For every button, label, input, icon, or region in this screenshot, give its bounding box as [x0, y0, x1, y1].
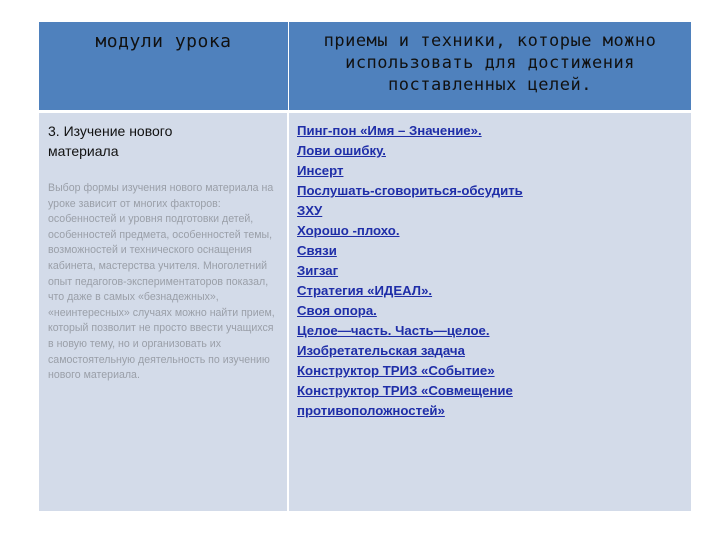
module-cell: [39, 110, 289, 511]
technique-link-good-bad[interactable]: Хорошо -плохо.: [297, 223, 400, 238]
technique-link-triz-opposites[interactable]: Конструктор ТРИЗ «Совмещение противоположностей»: [297, 383, 513, 418]
technique-link-own-support[interactable]: Своя опора.: [297, 303, 377, 318]
technique-link-invention-task[interactable]: Изобретательская задача: [297, 343, 465, 358]
lesson-modules-table: [39, 22, 691, 511]
technique-link-whole-part[interactable]: Целое—часть. Часть—целое.: [297, 323, 490, 338]
technique-link-insert[interactable]: Инсерт: [297, 163, 344, 178]
technique-link-listen-agree-discuss[interactable]: Послушать-сговориться-обсудить: [297, 183, 523, 198]
module-title: 3. Изучение нового материала: [48, 123, 173, 159]
header-modules-label: модули урока: [95, 31, 232, 52]
technique-link-catch-error[interactable]: Лови ошибку.: [297, 143, 386, 158]
technique-link-ping-pong[interactable]: Пинг-пон «Имя – Значение».: [297, 123, 482, 138]
header-techniques-label: приемы и техники, которые можно использовать для достижения поставленных целей.: [323, 31, 657, 95]
technique-link-ideal-strategy[interactable]: Стратегия «ИДЕАЛ».: [297, 283, 433, 298]
header-techniques: [289, 22, 691, 110]
techniques-cell: [289, 110, 691, 511]
header-modules: [39, 22, 289, 110]
techniques-list: [297, 121, 683, 421]
technique-link-zhu[interactable]: ЗХУ: [297, 203, 323, 218]
technique-link-connections[interactable]: Связи: [297, 243, 337, 258]
technique-link-zigzag[interactable]: Зигзаг: [297, 263, 339, 278]
technique-link-triz-event[interactable]: Конструктор ТРИЗ «Событие»: [297, 363, 495, 378]
module-description: Выбор формы изучения нового материала на уроке зависит от многих факторов: особенностей и уровня подготовки детей, особенностей предмета, особенностей темы, возможностей и технического оснащения кабинета, мастерства учителя. Многолетний опыт педагогов-экспериментаторов показал, что даже в самых «безнадежных», «неинтересных» случаях можно найти прием, который позволит не просто ввести учащихся в новую тему, но и организовать их самостоятельную деятельность по изучению нового материала.: [48, 182, 275, 382]
